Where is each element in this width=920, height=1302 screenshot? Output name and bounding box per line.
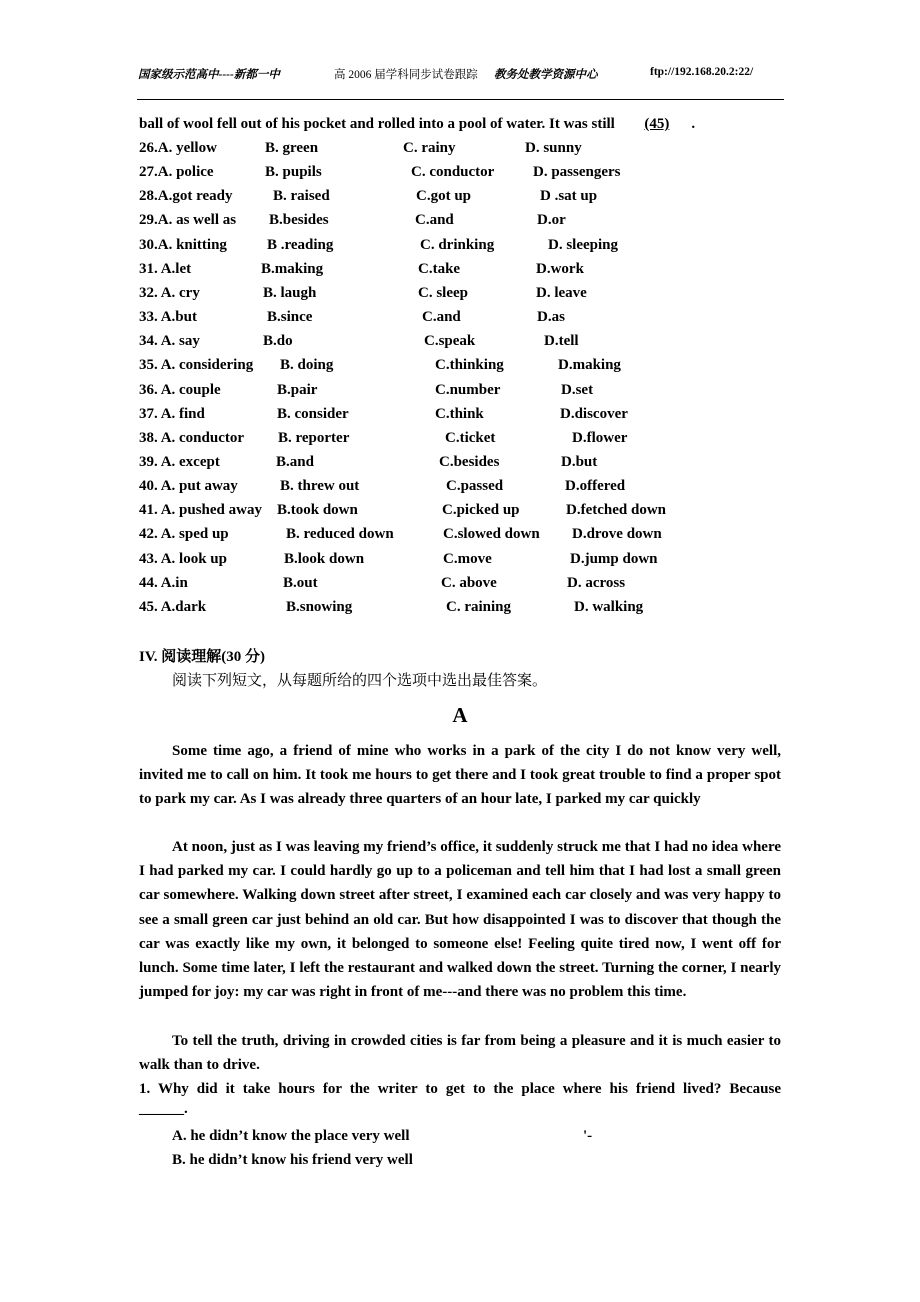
cloze-option-c: C. conductor: [411, 164, 495, 181]
cloze-option-c: C. sleep: [418, 284, 468, 301]
cloze-option-b: B.out: [283, 574, 318, 591]
cloze-option-d: D .sat up: [540, 188, 598, 205]
cloze-option-d: D.fetched down: [566, 502, 666, 519]
cloze-option-b: B.took down: [277, 502, 358, 519]
question-1-stem: 1. Why did it take hours for the writer to get to the place where his friend lived? Because: [139, 1081, 781, 1097]
page-header: [138, 66, 783, 86]
question-1-option-b: B. he didn’t know his friend very well: [172, 1152, 413, 1168]
passage-tail: [139, 116, 695, 133]
cloze-option-c: C.slowed down: [443, 526, 540, 543]
cloze-option-c: C.ticket: [445, 429, 496, 446]
cloze-option-number: 33.: [139, 309, 161, 326]
cloze-option-b: B. reduced down: [286, 526, 394, 543]
cloze-option-d: D.flower: [572, 429, 628, 446]
cloze-option-row: [139, 550, 658, 568]
cloze-option-a: A. except: [160, 453, 220, 470]
header-ftp: ftp://192.168.20.2:22/: [650, 66, 754, 78]
cloze-option-c: C. raining: [446, 598, 512, 615]
cloze-option-number: 37.: [139, 405, 161, 422]
cloze-option-c: C.think: [435, 405, 484, 422]
question-1-option-a: A. he didn’t know the place very well: [172, 1128, 410, 1144]
cloze-option-row: [139, 405, 628, 423]
cloze-option-c: C.passed: [446, 478, 504, 495]
cloze-option-b: B.do: [263, 333, 293, 350]
cloze-option-b: B. raised: [273, 188, 330, 205]
cloze-option-number: 40.: [139, 478, 161, 495]
cloze-option-a: A.in: [160, 574, 188, 591]
passage-paragraph-1: Some time ago, a friend of mine who works in a park of the city I do not know very well, invited me to call on him. It took me hours to get there and I took great trouble to find a proper spot to park my car. As I was already three quarters of an hour late, I parked my car quickly: [139, 743, 781, 808]
cloze-option-a: A. look up: [160, 550, 227, 567]
cloze-option-a: A. conductor: [160, 429, 245, 446]
cloze-option-c: C. above: [441, 574, 497, 591]
cloze-option-d: D.offered: [565, 478, 626, 495]
cloze-option-a: A. knitting: [157, 236, 227, 253]
cloze-option-b: B. laugh: [263, 284, 317, 301]
cloze-option-a: A. pushed away: [160, 502, 262, 519]
cloze-option-number: 34.: [139, 333, 161, 350]
stray-mark: '-: [583, 1128, 593, 1144]
header-grade: 高 2006 届学科同步试卷跟踪: [334, 69, 478, 81]
cloze-option-a: A. as well as: [157, 212, 237, 229]
cloze-option-c: C. rainy: [403, 140, 456, 156]
cloze-option-a: A.got ready: [157, 188, 233, 205]
cloze-option-b: B.since: [267, 309, 313, 326]
cloze-option-row: [139, 478, 626, 495]
cloze-option-d: D. sleeping: [548, 236, 619, 253]
cloze-option-number: 39.: [139, 453, 161, 470]
cloze-option-row: [139, 212, 566, 229]
cloze-option-c: C.move: [443, 550, 492, 567]
cloze-option-a: A. sped up: [160, 526, 229, 543]
cloze-option-number: 43.: [139, 550, 161, 567]
cloze-option-row: [139, 429, 628, 447]
cloze-option-c: C.got up: [416, 188, 472, 205]
cloze-option-number: 31.: [139, 260, 161, 277]
cloze-option-d: D.discover: [560, 405, 628, 422]
cloze-option-number: 44.: [139, 574, 161, 591]
cloze-option-c: C.picked up: [442, 502, 520, 519]
cloze-option-b: B. threw out: [280, 478, 360, 495]
cloze-option-number: 30.: [139, 236, 158, 253]
cloze-option-row: [139, 164, 621, 181]
cloze-option-a: A.let: [160, 260, 192, 277]
cloze-option-d: D. across: [567, 574, 626, 591]
cloze-option-number: 29.: [139, 212, 158, 229]
cloze-option-number: 35.: [139, 357, 161, 374]
cloze-option-a: A. yellow: [157, 140, 217, 156]
cloze-option-row: [139, 188, 598, 205]
cloze-option-b: B.besides: [269, 212, 329, 229]
cloze-option-row: [139, 309, 565, 326]
cloze-option-d: D.tell: [544, 333, 579, 350]
cloze-option-a: A. police: [157, 164, 214, 181]
cloze-option-b: B .reading: [267, 236, 334, 253]
passage-blank-45: (45): [644, 116, 670, 132]
cloze-option-c: C.and: [422, 309, 461, 326]
passage-tail-text: ball of wool fell out of his pocket and rolled into a pool of water. It was still: [139, 116, 615, 132]
cloze-option-b: B.making: [261, 260, 324, 277]
cloze-option-row: [139, 357, 621, 374]
cloze-option-b: B. green: [265, 140, 319, 156]
cloze-option-row: [139, 333, 579, 350]
cloze-option-c: C.number: [435, 381, 501, 398]
cloze-option-number: 27.: [139, 164, 158, 181]
cloze-option-b: B.snowing: [286, 598, 353, 615]
cloze-option-d: D.jump down: [570, 550, 658, 567]
cloze-option-a: A. considering: [160, 357, 254, 374]
passage-paragraph-2: At noon, just as I was leaving my friend’s office, it suddenly struck me that I had no idea where I had parked my car. I could hardly go up to a policeman and tell him that I had lost a small green car somewhere. Walking down street after street, I examined each car closely and was very happy to see a small green car just behind an old car. But how disappointed I was to discover that though the car was exactly like my own, it belonged to someone else! Feeling quite tired now, I went off for lunch. Some time later, I left the restaurant and walked down the street. Turning the corner, I nearly jumped for joy: my car was right in front of me---and there was no problem this time.: [139, 839, 781, 1001]
cloze-option-c: C.thinking: [435, 357, 504, 374]
cloze-option-d: D. passengers: [533, 164, 621, 181]
cloze-option-a: A. say: [160, 333, 200, 350]
cloze-option-row: [139, 526, 662, 543]
cloze-option-b: B. doing: [280, 357, 334, 374]
cloze-option-a: A. put away: [160, 478, 238, 495]
cloze-option-number: 38.: [139, 429, 161, 446]
cloze-option-d: D. sunny: [525, 140, 582, 156]
cloze-option-a: A. couple: [160, 381, 221, 398]
cloze-option-d: D.drove down: [572, 526, 662, 543]
section-heading: IV. 阅读理解(30 分): [139, 649, 265, 665]
cloze-option-d: D.set: [561, 381, 594, 398]
header-divider: [137, 99, 784, 100]
cloze-option-d: D.work: [536, 260, 584, 277]
cloze-option-a: A. cry: [160, 284, 200, 301]
cloze-option-number: 32.: [139, 284, 161, 301]
question-1-blank: ______.: [139, 1101, 188, 1117]
cloze-option-number: 28.: [139, 188, 158, 205]
cloze-option-c: C.and: [415, 212, 454, 229]
cloze-option-d: D. leave: [536, 284, 587, 301]
cloze-option-b: B. reporter: [278, 429, 350, 446]
cloze-option-row: [139, 598, 644, 616]
passage-title: A: [452, 703, 468, 727]
cloze-option-a: A.dark: [160, 598, 207, 615]
cloze-option-row: [139, 260, 584, 278]
cloze-option-a: A. find: [160, 405, 205, 422]
cloze-option-row: [139, 236, 619, 254]
cloze-option-row: [139, 502, 666, 519]
cloze-option-d: D.but: [561, 453, 598, 470]
cloze-option-row: [139, 284, 587, 302]
cloze-option-d: D.making: [558, 357, 621, 374]
cloze-option-b: B. consider: [277, 405, 349, 422]
header-school: 国家级示范高中----新都一中: [138, 69, 280, 81]
cloze-option-c: C. drinking: [420, 236, 495, 253]
cloze-option-d: D.or: [537, 212, 566, 229]
cloze-option-number: 42.: [139, 526, 161, 543]
cloze-option-c: C.speak: [424, 333, 476, 350]
cloze-option-row: [139, 381, 594, 399]
cloze-option-row: [139, 453, 598, 471]
cloze-option-row: [139, 574, 626, 592]
cloze-option-number: 26.: [139, 140, 158, 156]
cloze-option-b: B.look down: [284, 550, 365, 567]
cloze-option-a: A.but: [160, 309, 197, 326]
cloze-option-d: D. walking: [574, 598, 644, 615]
cloze-option-number: 41.: [139, 502, 161, 519]
cloze-option-number: 36.: [139, 381, 161, 398]
header-center: 教务处教学资源中心: [494, 69, 598, 81]
passage-tail-end: .: [691, 116, 696, 132]
cloze-option-d: D.as: [537, 309, 565, 326]
cloze-option-b: B.pair: [277, 381, 318, 398]
passage-paragraph-3: To tell the truth, driving in crowded cities is far from being a pleasure and it is much easier to walk than to drive.: [139, 1033, 781, 1074]
cloze-option-c: C.besides: [439, 453, 500, 470]
cloze-option-b: B. pupils: [265, 164, 322, 181]
cloze-option-b: B.and: [276, 453, 314, 470]
section-instruction: 阅读下列短文，从每题所给的四个选项中选出最佳答案。: [172, 673, 548, 689]
cloze-option-c: C.take: [418, 260, 461, 277]
cloze-option-row: [139, 140, 582, 157]
cloze-option-number: 45.: [139, 598, 161, 615]
